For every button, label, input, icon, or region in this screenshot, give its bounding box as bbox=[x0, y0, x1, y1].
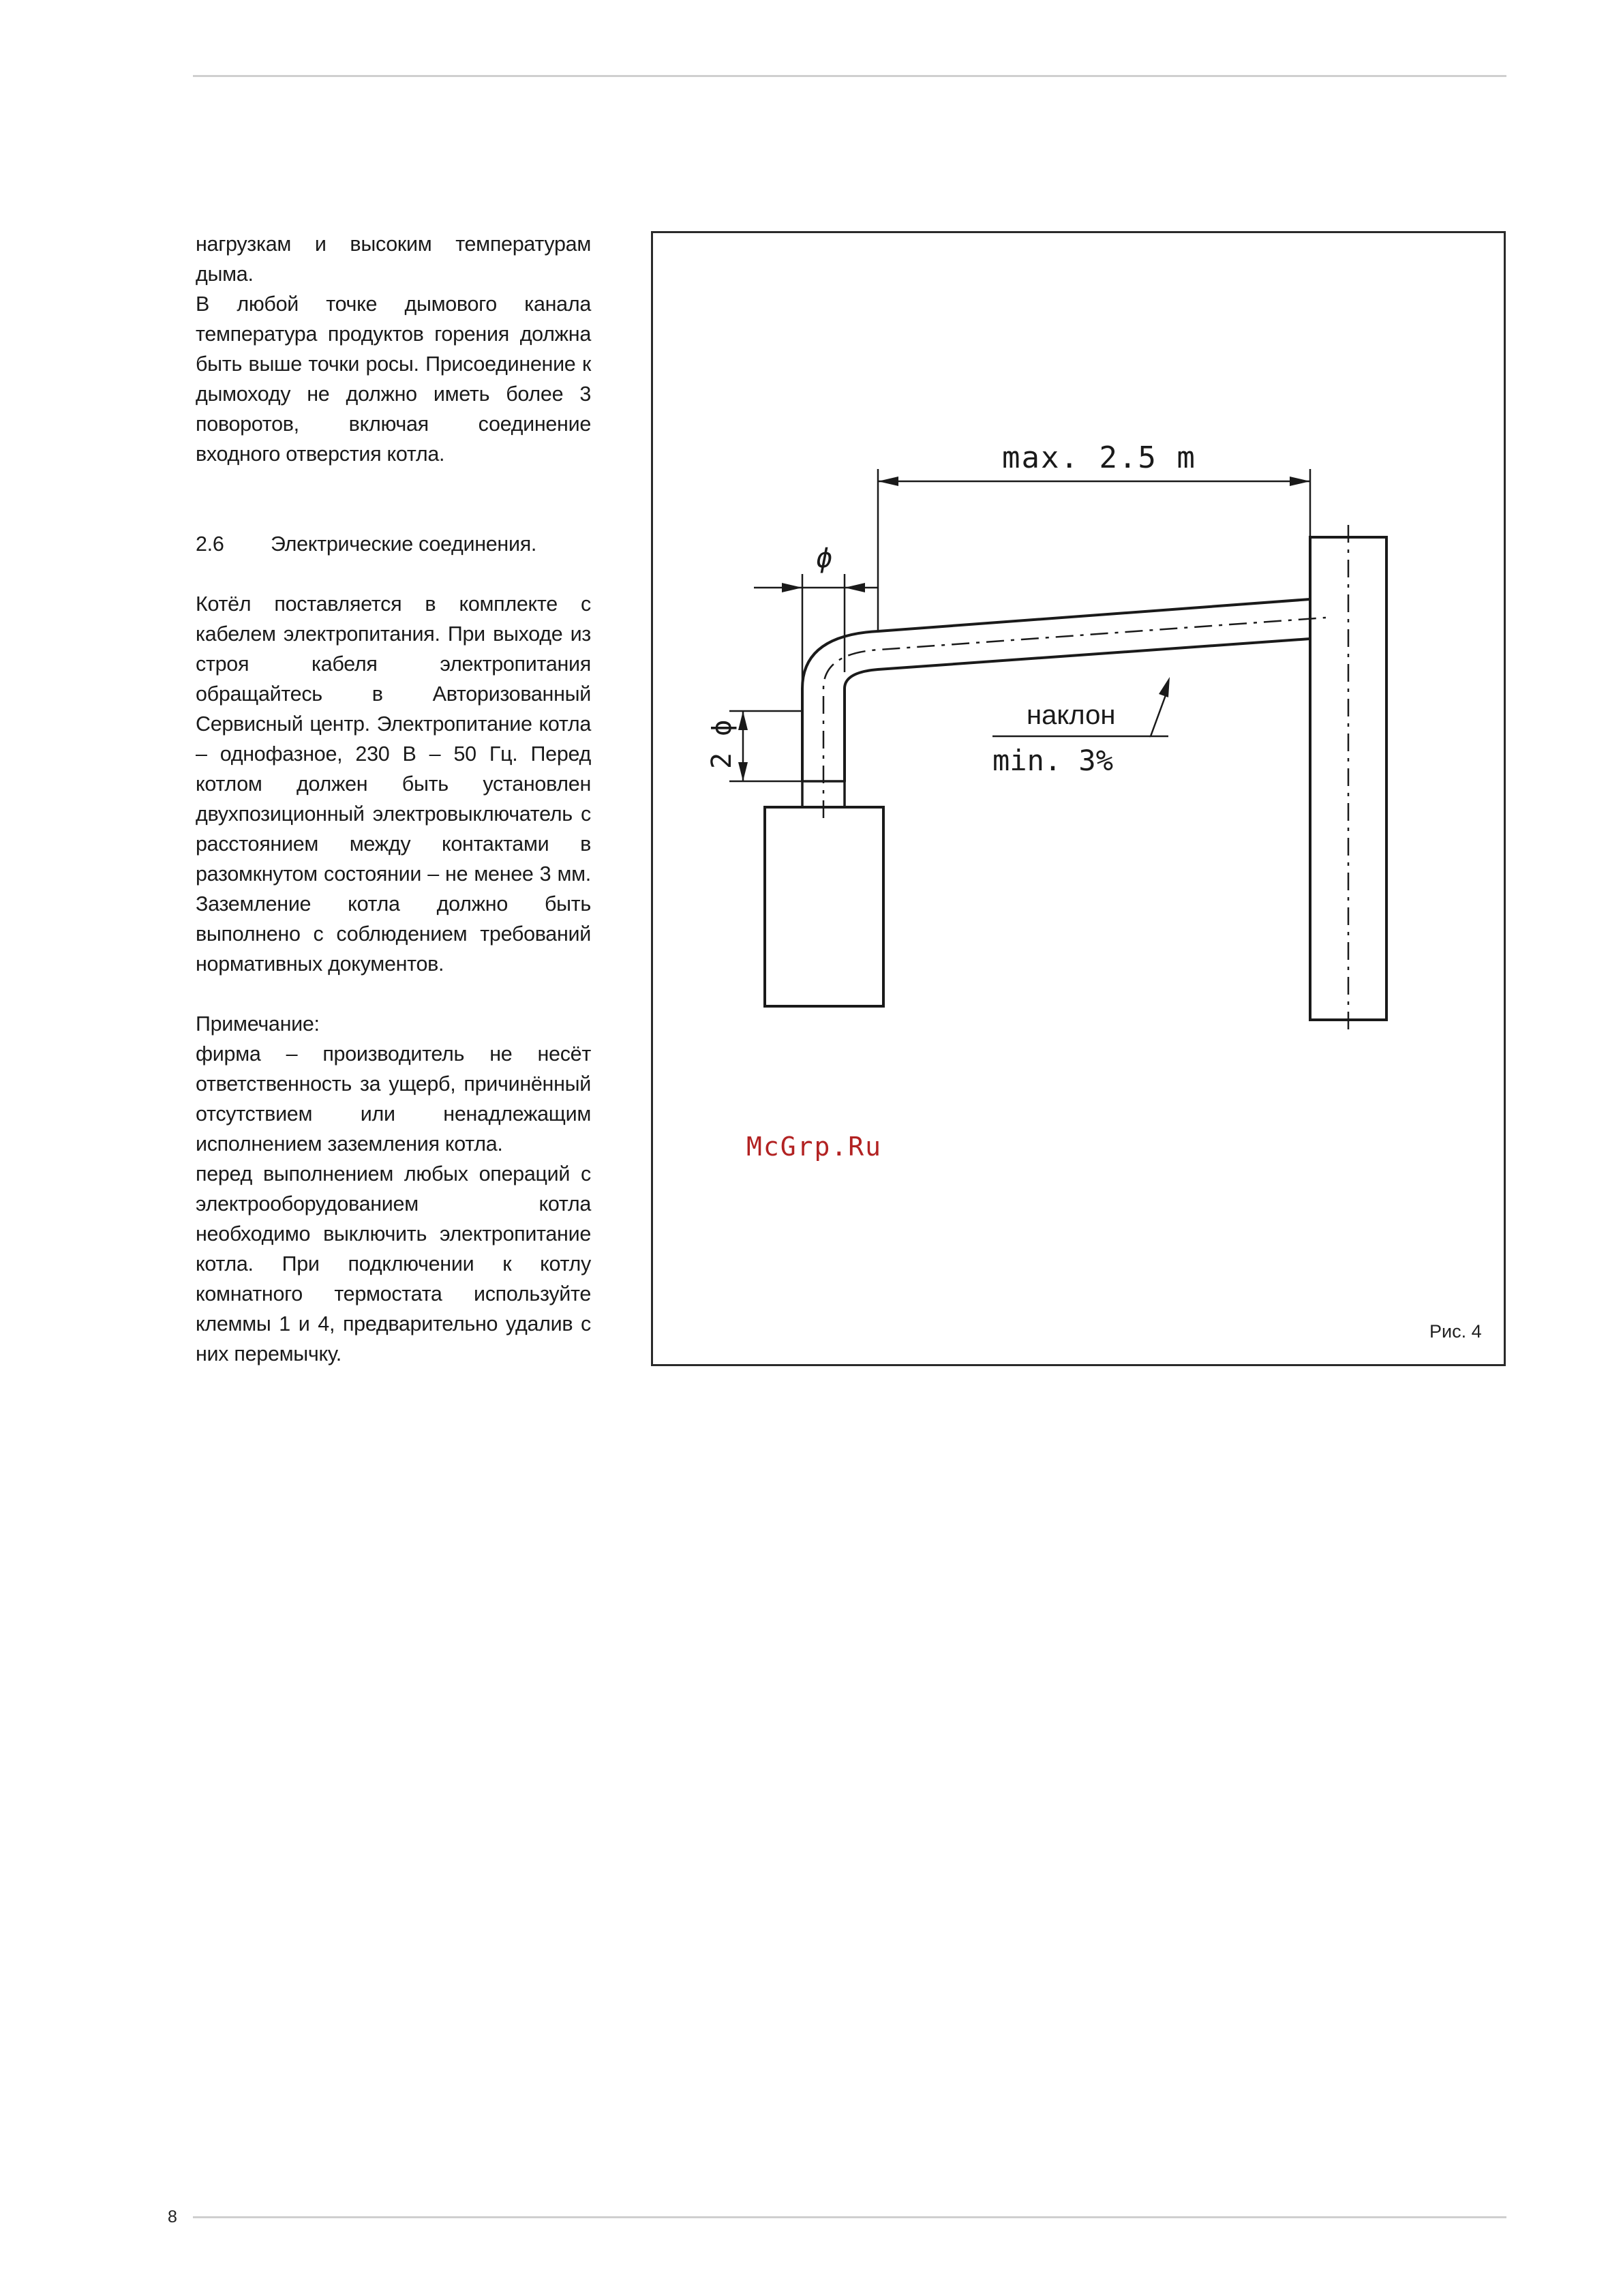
arrowhead bbox=[1159, 677, 1170, 697]
arrowhead bbox=[782, 583, 802, 592]
arrowhead bbox=[878, 477, 898, 486]
arrowhead bbox=[1290, 477, 1310, 486]
slope-value: min. 3% bbox=[992, 744, 1114, 777]
arrowhead bbox=[738, 711, 748, 730]
arrowhead bbox=[738, 762, 748, 781]
note-grounding: фирма – производитель не несёт ответственность за ущерб, причинённый отсутствием или ненадлежащим исполнением заземления котла. bbox=[196, 1042, 591, 1155]
diameter-label: ϕ bbox=[816, 543, 833, 574]
arrowhead bbox=[845, 583, 865, 592]
watermark-text: McGrp.Ru bbox=[746, 1132, 883, 1162]
section-title: Электрические соединения. bbox=[271, 532, 537, 556]
note-power-off: перед выполнением любых операций с электрооборудованием котла необходимо выключить электропитание котла. При подключении к котлу комнатного термостата используйте клеммы 1 и 4, предварительно удалив с них перемычку. bbox=[196, 1162, 591, 1365]
paragraph-electric-supply: Котёл поставляется в комплекте с кабелем электропитания. При выходе из строя кабеля электропитания обращайтесь в Авторизованный Сервисный центр. Электропитание котла – однофазное, 230 В – 50 Гц. Перед котлом должен быть установлен двухпозиционный электровыключатель с расстоянием между контактами в разомкнутом состоянии – не менее 3 мм. Заземление котла должно быть выполнено с соблюдением требований нормативных документов. bbox=[196, 592, 591, 976]
paragraph-flue-requirements: В любой точке дымового канала температура продуктов горения должна быть выше точки росы. Присоединение к дымоходу не должно иметь более 3 поворотов, включая соединение входного отверстия котла. bbox=[196, 292, 591, 466]
slope-label: наклон bbox=[1027, 700, 1116, 730]
paragraph-smoke-load: нагрузкам и высоким температурам дыма. bbox=[196, 232, 591, 286]
figure-caption: Рис. 4 bbox=[1429, 1321, 1482, 1342]
section-number: 2.6 bbox=[196, 532, 224, 556]
length-label: max. 2.5 m bbox=[1002, 440, 1196, 475]
slope-leader-line bbox=[1151, 695, 1168, 736]
footer-rule bbox=[193, 2216, 1506, 2218]
boiler-box bbox=[765, 807, 883, 1006]
page-number: 8 bbox=[168, 2207, 177, 2226]
note-heading: Примечание: bbox=[196, 1012, 320, 1036]
rise-label: 2 ϕ bbox=[706, 719, 738, 769]
